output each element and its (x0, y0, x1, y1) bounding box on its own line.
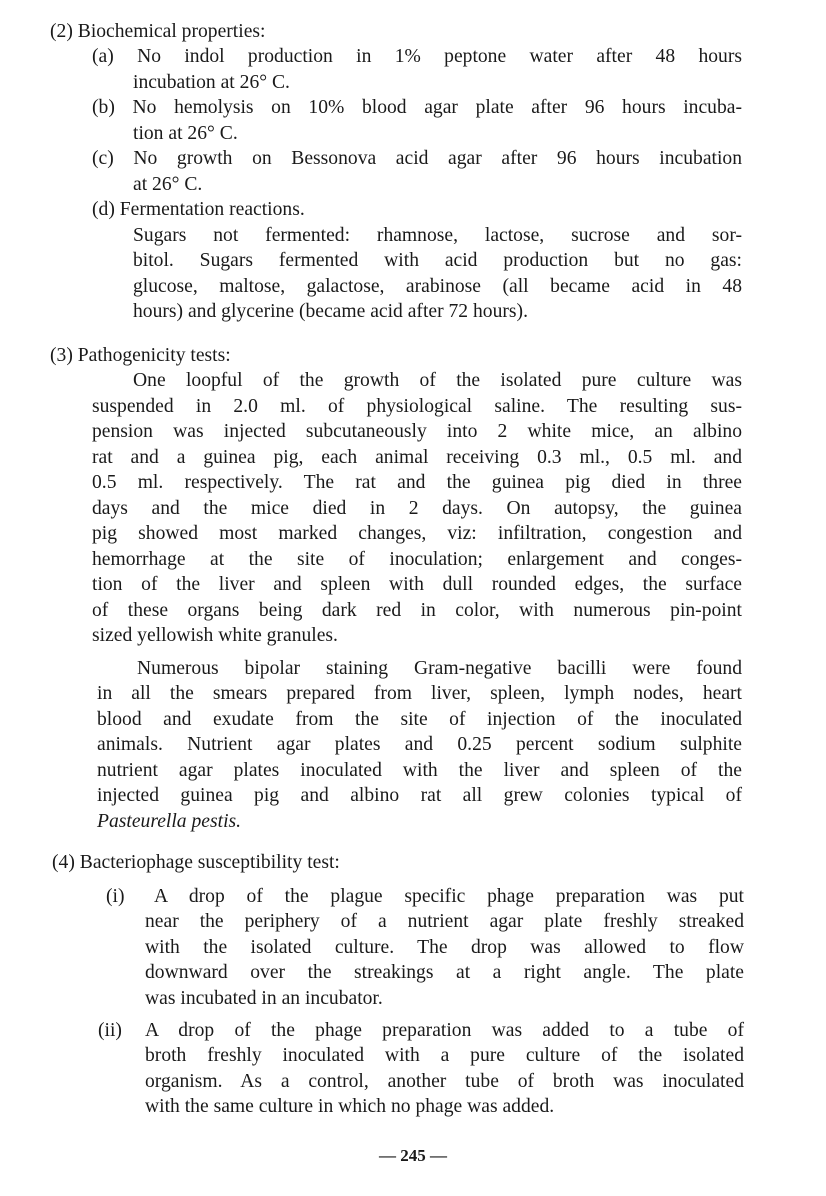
findings-line-5: nutrient agar plates inoculated with the liver and spleen of the (97, 760, 742, 781)
pathogenicity-line-3: pension was injected subcutaneously into 2 white mice, an albino (92, 421, 742, 442)
item-i-line-2: near the periphery of a nutrient agar plate freshly streaked (145, 911, 744, 932)
pathogenicity-line-1: One loopful of the growth of the isolated pure culture was (133, 370, 742, 391)
item-ii-line-2: broth freshly inoculated with a pure culture of the isolated (145, 1045, 744, 1066)
item-d-line-1: (d) Fermentation reactions. (92, 199, 305, 220)
pathogenicity-line-7: pig showed most marked changes, viz: infiltration, congestion and (92, 523, 742, 544)
findings-line-4: animals. Nutrient agar plates and 0.25 percent sodium sulphite (97, 734, 742, 755)
findings-line-3: blood and exudate from the site of injection of the inoculated (97, 709, 742, 730)
fermentation-line-2: bitol. Sugars fermented with acid production but no gas: (133, 250, 742, 271)
pathogenicity-line-6: days and the mice died in 2 days. On autopsy, the guinea (92, 498, 742, 519)
item-ii-line-3: organism. As a control, another tube of broth was inoculated (145, 1071, 744, 1092)
item-c-line-1: (c) No growth on Bessonova acid agar after 96 hours incubation (92, 148, 742, 169)
fermentation-line-4: hours) and glycerine (became acid after 72 hours). (133, 301, 528, 322)
item-c-line-2: at 26° C. (133, 174, 203, 195)
item-i-line-1: A drop of the plague specific phage preparation was put (154, 886, 744, 907)
item-a-line-1: (a) No indol production in 1% peptone water after 48 hours (92, 46, 742, 67)
item-i-line-5: was incubated in an incubator. (145, 988, 383, 1009)
pathogenicity-line-5: 0.5 ml. respectively. The rat and the guinea pig died in three (92, 472, 742, 493)
pathogenicity-line-8: hemorrhage at the site of inoculation; enlargement and conges- (92, 549, 742, 570)
item-ii-label: (ii) (98, 1020, 122, 1041)
pathogenicity-line-2: suspended in 2.0 ml. of physiological saline. The resulting sus- (92, 396, 742, 417)
findings-line-1: Numerous bipolar staining Gram-negative bacilli were found (137, 658, 742, 679)
item-i-label: (i) (106, 886, 125, 907)
findings-line-2: in all the smears prepared from liver, spleen, lymph nodes, heart (97, 683, 742, 704)
item-i-line-4: downward over the streakings at a right angle. The plate (145, 962, 744, 983)
pathogenicity-line-10: of these organs being dark red in color, with numerous pin-point (92, 600, 742, 621)
section-4-heading: (4) Bacteriophage susceptibility test: (52, 852, 340, 873)
findings-line-6: injected guinea pig and albino rat all grew colonies typical of (97, 785, 742, 806)
organism-name: Pasteurella pestis. (97, 811, 242, 832)
fermentation-line-1: Sugars not fermented: rhamnose, lactose, sucrose and sor- (133, 225, 742, 246)
fermentation-line-3: glucose, maltose, galactose, arabinose (all became acid in 48 (133, 276, 742, 297)
item-ii-line-1: A drop of the phage preparation was added to a tube of (145, 1020, 744, 1041)
pathogenicity-line-11: sized yellowish white granules. (92, 625, 338, 646)
item-b-line-1: (b) No hemolysis on 10% blood agar plate after 96 hours incuba- (92, 97, 742, 118)
pathogenicity-line-9: tion of the liver and spleen with dull rounded edges, the surface (92, 574, 742, 595)
section-2-heading: (2) Biochemical properties: (50, 21, 266, 42)
item-ii-line-4: with the same culture in which no phage was added. (145, 1096, 555, 1117)
item-i-line-3: with the isolated culture. The drop was allowed to flow (145, 937, 744, 958)
pathogenicity-line-4: rat and a guinea pig, each animal receiving 0.3 ml., 0.5 ml. and (92, 447, 742, 468)
section-3-heading: (3) Pathogenicity tests: (50, 345, 231, 366)
item-a-line-2: incubation at 26° C. (133, 72, 290, 93)
item-b-line-2: tion at 26° C. (133, 123, 238, 144)
page-number: — 245 — (379, 1146, 447, 1165)
